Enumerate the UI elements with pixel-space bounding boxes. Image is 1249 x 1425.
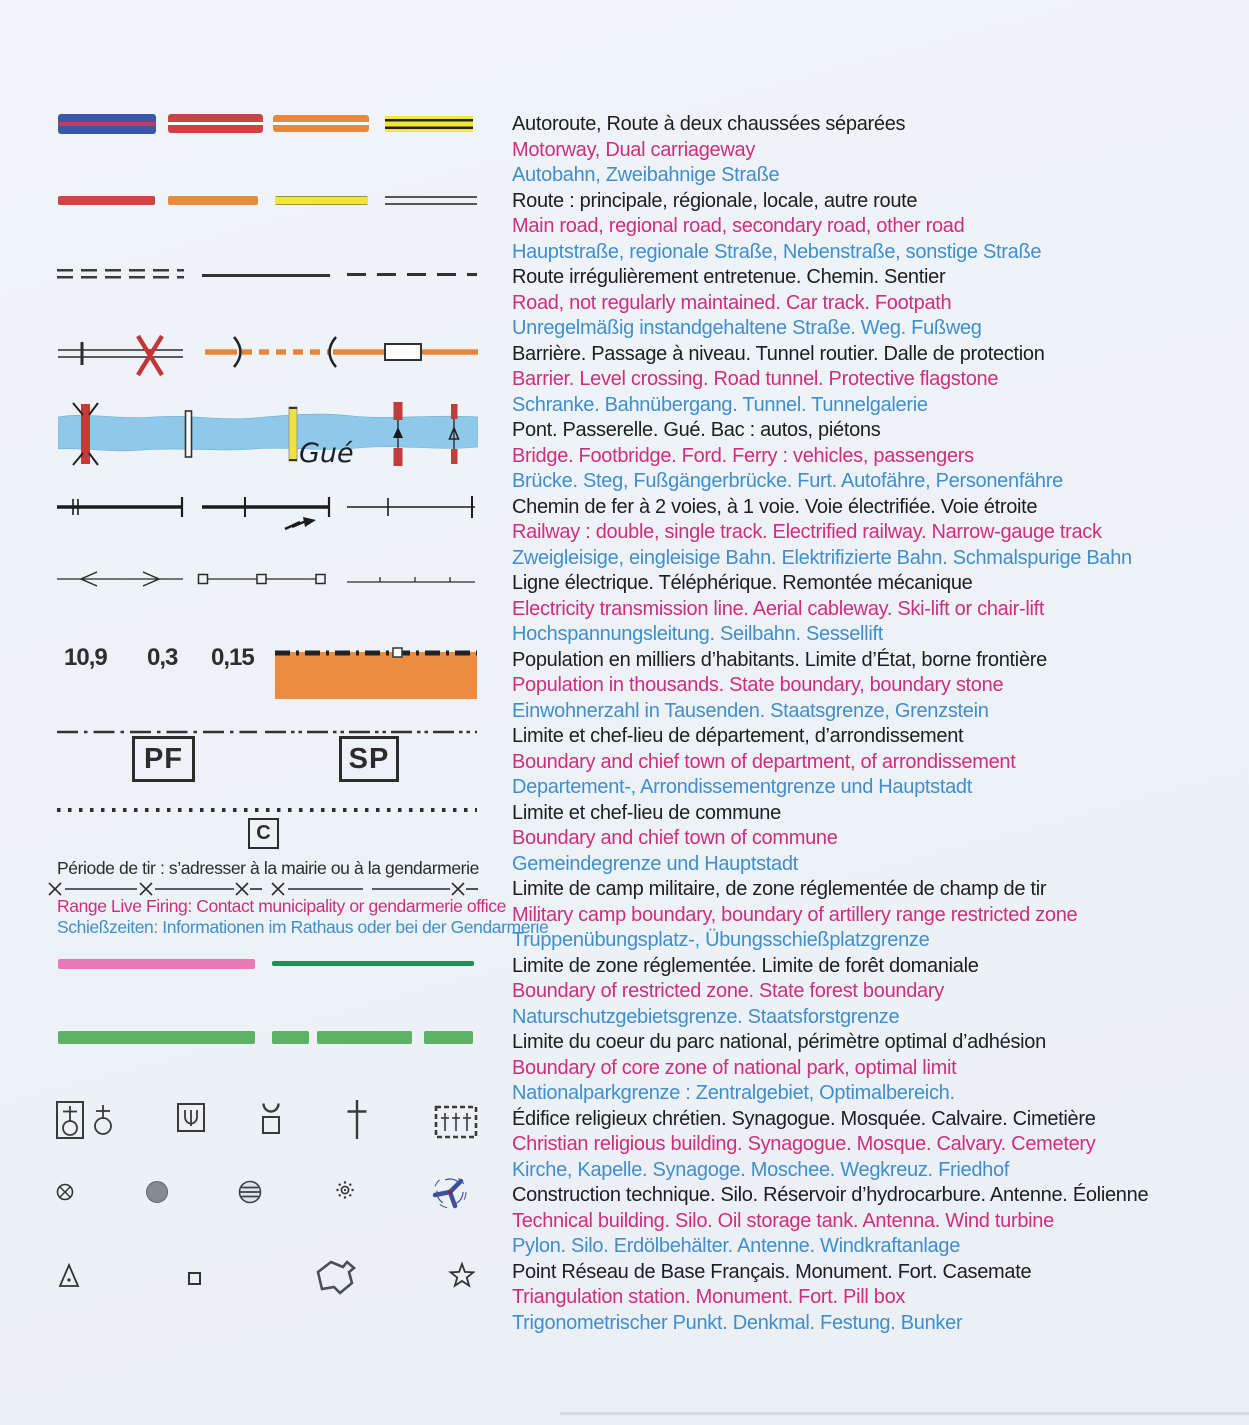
subprefecture-box — [339, 736, 399, 782]
triangulation-station-icon — [60, 1265, 78, 1286]
legend-entry — [512, 801, 1148, 878]
aerial-cableway-symbol — [198, 575, 325, 584]
entry-en: Population in thousands. State boundary, boundary stone — [512, 674, 1004, 696]
railway-narrow-gauge-symbol — [347, 496, 475, 518]
barrier-levelcrossing-tunnel-symbols — [58, 333, 478, 383]
entry-en: Technical building. Silo. Oil storage tank. Antenna. Wind turbine — [512, 1209, 1054, 1232]
entry-en: Barrier. Level crossing. Road tunnel. Protective flagstone — [512, 368, 999, 390]
entry-fr: Édifice religieux chrétien. Synagogue. Mosquée. Calvaire. Cimetière — [512, 1107, 1096, 1130]
entry-en: Boundary of restricted zone. State forest boundary — [512, 980, 944, 1002]
entry-de: Kirche, Kapelle. Synagoge. Moschee. Wegkreuz. Friedhof — [512, 1158, 1010, 1181]
legend-entry — [512, 954, 1148, 1031]
entry-fr: Ligne électrique. Téléphérique. Remontée mécanique — [512, 572, 973, 594]
firing-notice-en: Range Live Firing: Contact municipality or gendarmerie office — [57, 896, 506, 916]
entry-de: Brücke. Steg, Fußgängerbrücke. Furt. Autofähre, Personenfähre — [512, 470, 1063, 492]
dual-carriageway-yellow-symbol — [385, 116, 473, 132]
legend-entry — [512, 571, 1148, 648]
entry-en: Railway : double, single track. Electrified railway. Narrow-gauge track — [512, 521, 1102, 543]
entry-en: Bridge. Footbridge. Ford. Ferry : vehicles, passengers — [512, 444, 974, 467]
ferry-pedestrians-icon — [450, 404, 459, 464]
entry-en: Triangulation station. Monument. Fort. Pill box — [512, 1286, 906, 1308]
entry-de: Hochspannungsleitung. Seilbahn. Sessellift — [512, 623, 883, 645]
railway-electrified-symbol — [202, 497, 330, 529]
secondary-road-symbol — [275, 196, 368, 205]
entry-de: Autobahn, Zweibahnige Straße — [512, 164, 780, 186]
road-tunnel-symbol — [205, 337, 478, 367]
silo-icon — [147, 1182, 168, 1203]
oil-storage-tank-icon — [240, 1182, 261, 1203]
legend-entry — [512, 1030, 1148, 1107]
wind-turbine-icon — [434, 1176, 466, 1208]
firing-notice-de: Schießzeiten: Informationen im Rathaus oder bei der Gendarmerie — [57, 917, 549, 937]
entry-en: Motorway, Dual carriageway — [512, 138, 756, 161]
ski-lift-symbol — [347, 577, 475, 582]
entry-de: Truppenübungsplatz-, Übungsschießplatzgrenze — [512, 929, 930, 951]
legend-entry — [512, 342, 1148, 419]
state-boundary-symbol — [273, 645, 479, 661]
barrier-symbol — [58, 342, 183, 365]
river-band — [58, 414, 478, 451]
entry-de: Hauptstraße, regionale Straße, Nebenstraße, sonstige Straße — [512, 240, 1042, 263]
prefecture-label: PF — [143, 742, 184, 775]
legend-entry — [512, 265, 1148, 342]
entry-fr: Barrière. Passage à niveau. Tunnel routier. Dalle de protection — [512, 342, 1045, 365]
main-road-symbol — [58, 196, 155, 205]
legend-entry — [512, 724, 1148, 801]
technical-building-icon — [58, 1185, 73, 1200]
antenna-icon — [336, 1181, 353, 1198]
entry-fr: Limite du coeur du parc national, périmètre optimal d’adhésion — [512, 1031, 1046, 1053]
entry-en: Electricity transmission line. Aerial cableway. Ski-lift or chair-lift — [512, 597, 1045, 620]
protective-flagstone-icon — [385, 344, 421, 360]
car-track-symbol — [202, 274, 330, 277]
technical-symbols — [55, 1176, 480, 1210]
church-icon — [57, 1102, 83, 1138]
monument-icon — [189, 1273, 200, 1284]
boundary-stone-icon — [393, 648, 402, 657]
entry-de: Nationalparkgrenze : Zentralgebiet, Optimalbereich. — [512, 1082, 955, 1104]
entry-en: Road, not regularly maintained. Car track. Footpath — [512, 291, 952, 314]
entry-fr: Limite de zone réglementée. Limite de forêt domaniale — [512, 954, 979, 977]
entry-de: Unregelmäßig instandgehaltene Straße. Weg. Fußweg — [512, 317, 982, 339]
footbridge-icon — [186, 411, 192, 457]
railway-double-track-symbol — [57, 497, 183, 517]
motorway-symbol — [58, 114, 156, 134]
national-park-optimal-dash-3 — [424, 1031, 473, 1044]
railway-symbols — [57, 494, 477, 538]
legend-entry — [512, 1183, 1148, 1260]
ford-label: Gué — [299, 438, 354, 469]
dual-carriageway-red-symbol — [168, 114, 263, 133]
legend-entry — [512, 495, 1148, 572]
restricted-zone-boundary-symbol — [58, 959, 255, 969]
entry-de: Zweigleisige, eingleisige Bahn. Elektrifizierte Bahn. Schmalspurige Bahn — [512, 546, 1132, 569]
commune-box — [248, 818, 279, 849]
commune-boundary-symbol — [57, 808, 477, 812]
entry-en: Boundary and chief town of department, of arrondissement — [512, 750, 1016, 773]
entry-en: Military camp boundary, boundary of artillery range restricted zone — [512, 903, 1078, 926]
entry-fr: Chemin de fer à 2 voies, à 1 voie. Voie électrifiée. Voie étroite — [512, 495, 1038, 518]
religious-symbols — [55, 1098, 480, 1144]
entry-de: Schranke. Bahnübergang. Tunnel. Tunnelgalerie — [512, 393, 928, 416]
entry-fr: Pont. Passerelle. Gué. Bac : autos, piétons — [512, 419, 881, 441]
unmaintained-road-symbol — [57, 269, 184, 279]
entry-fr: Limite de camp militaire, de zone réglementée de champ de tir — [512, 878, 1047, 900]
prefecture-box — [132, 736, 195, 782]
entry-en: Boundary of core zone of national park, optimal limit — [512, 1056, 957, 1079]
calvary-icon — [348, 1100, 367, 1139]
level-crossing-icon — [138, 336, 162, 375]
footpath-symbol — [347, 273, 477, 276]
scan-edge-shadow — [560, 1412, 1249, 1415]
entry-en: Boundary and chief town of commune — [512, 827, 838, 849]
entry-fr: Autoroute, Route à deux chaussées séparées — [512, 113, 906, 135]
fort-icon — [318, 1262, 354, 1293]
dual-carriageway-orange-symbol — [273, 115, 369, 132]
regional-road-symbol — [168, 196, 258, 205]
national-park-optimal-dash-1 — [272, 1031, 309, 1044]
entry-de: Pylon. Silo. Erdölbehälter. Antenne. Windkraftanlage — [512, 1235, 961, 1257]
legend-text-column — [512, 112, 1148, 1336]
entry-fr: Route : principale, régionale, locale, autre route — [512, 189, 918, 212]
entry-fr: Point Réseau de Base Français. Monument. Fort. Casemate — [512, 1260, 1032, 1283]
survey-and-defense-symbols — [50, 1256, 475, 1298]
powerline-cableway-skilift-symbols — [57, 568, 477, 590]
other-road-symbol — [385, 196, 477, 205]
legend-entry — [512, 1107, 1148, 1184]
legend-entry — [512, 648, 1148, 725]
entry-de: Naturschutzgebietsgrenze. Staatsforstgrenze — [512, 1005, 900, 1028]
state-forest-boundary-symbol — [272, 961, 474, 966]
entry-fr: Route irrégulièrement entretenue. Chemin. Sentier — [512, 266, 946, 288]
cemetery-icon — [436, 1107, 476, 1137]
entry-fr: Limite et chef-lieu de département, d’arrondissement — [512, 725, 964, 747]
department-boundary-symbol — [57, 726, 477, 738]
population-value-1: 10,9 — [64, 644, 107, 671]
national-park-optimal-dash-2 — [317, 1031, 412, 1044]
national-park-core-symbol — [58, 1031, 255, 1044]
power-line-symbol — [57, 572, 183, 586]
entry-fr: Limite et chef-lieu de commune — [512, 801, 781, 824]
river-crossings-symbols — [58, 398, 478, 470]
entry-de: Trigonometrischer Punkt. Denkmal. Festung. Bunker — [512, 1311, 963, 1334]
legend-entry — [512, 189, 1148, 266]
entry-de: Einwohnerzahl in Tausenden. Staatsgrenze, Grenzstein — [512, 699, 989, 722]
commune-label: C — [256, 822, 271, 844]
lightning-arrow-icon — [285, 521, 306, 529]
population-value-3: 0,15 — [211, 644, 254, 671]
legend-entry — [512, 112, 1148, 189]
subprefecture-label: SP — [348, 742, 390, 775]
firing-notice-fr: Période de tir : s’adresser à la mairie ou à la gendarmerie — [57, 858, 479, 878]
ford-icon — [289, 407, 297, 461]
entry-en: Christian religious building. Synagogue. Mosque. Calvary. Cemetery — [512, 1133, 1096, 1155]
chapel-icon — [95, 1105, 111, 1134]
entry-en: Main road, regional road, secondary road, other road — [512, 215, 965, 237]
entry-de: Gemeindegrenze und Hauptstadt — [512, 852, 798, 875]
mosque-icon — [263, 1104, 279, 1134]
legend-entry — [512, 418, 1148, 495]
pill-box-icon — [451, 1264, 474, 1286]
legend-entry — [512, 1260, 1148, 1337]
entry-fr: Construction technique. Silo. Réservoir d’hydrocarbure. Antenne. Éolienne — [512, 1184, 1149, 1206]
entry-fr: Population en milliers d’habitants. Limite d’État, borne frontière — [512, 648, 1047, 671]
population-value-2: 0,3 — [147, 644, 178, 671]
legend-entry — [512, 877, 1148, 954]
synagogue-icon — [178, 1104, 204, 1131]
entry-de: Departement-, Arrondissementgrenze und Hauptstadt — [512, 776, 973, 798]
